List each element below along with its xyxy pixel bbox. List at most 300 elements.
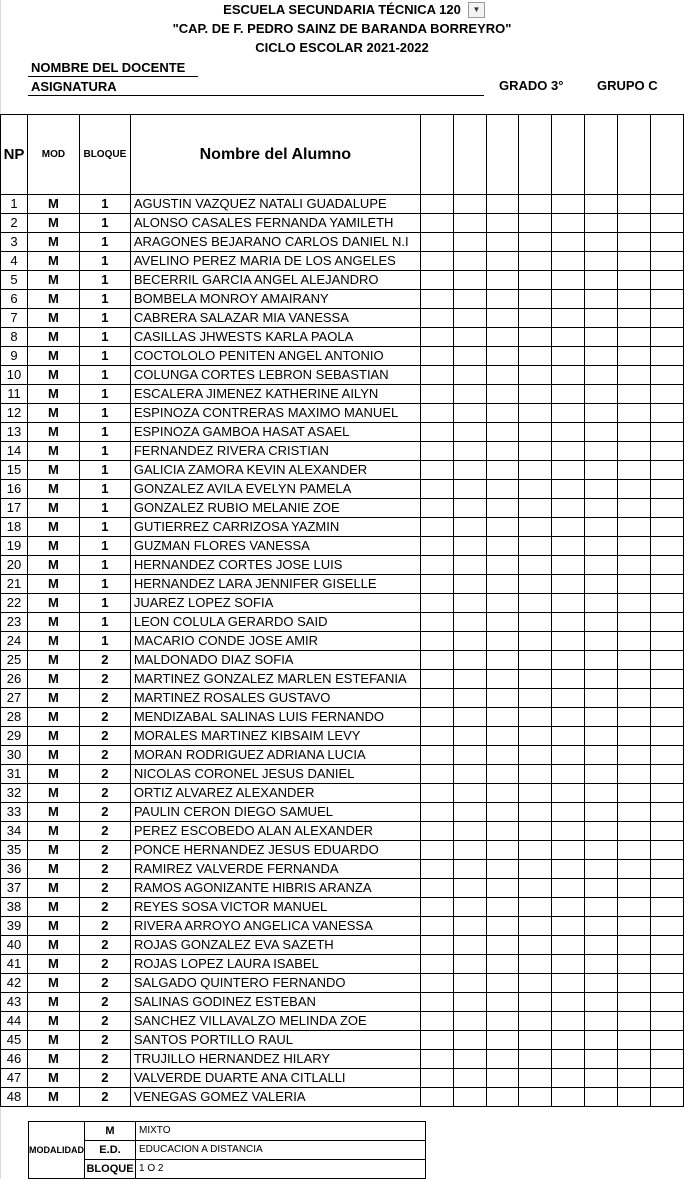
grade-cell[interactable] xyxy=(420,898,453,917)
grade-cell[interactable] xyxy=(618,670,651,689)
row-student-name[interactable]: MENDIZABAL SALINAS LUIS FERNANDO xyxy=(130,708,420,727)
grade-cell[interactable] xyxy=(486,1069,519,1088)
grade-cell[interactable] xyxy=(519,594,552,613)
grade-cell[interactable] xyxy=(486,765,519,784)
grade-cell[interactable] xyxy=(486,727,519,746)
grade-cell[interactable] xyxy=(519,1050,552,1069)
row-number[interactable]: 30 xyxy=(1,746,28,765)
grade-cell[interactable] xyxy=(651,1012,684,1031)
grade-cell[interactable] xyxy=(519,898,552,917)
grade-cell[interactable] xyxy=(519,328,552,347)
grade-cell[interactable] xyxy=(486,746,519,765)
row-modality[interactable]: M xyxy=(27,841,79,860)
row-number[interactable]: 5 xyxy=(1,271,28,290)
row-number[interactable]: 17 xyxy=(1,499,28,518)
row-student-name[interactable]: GUZMAN FLORES VANESSA xyxy=(130,537,420,556)
grade-cell[interactable] xyxy=(618,233,651,252)
grade-cell[interactable] xyxy=(453,613,486,632)
grade-cell[interactable] xyxy=(585,822,618,841)
grade-cell[interactable] xyxy=(552,1069,585,1088)
row-block[interactable]: 1 xyxy=(79,214,130,233)
row-block[interactable]: 1 xyxy=(79,385,130,404)
grade-cell[interactable] xyxy=(453,1088,486,1107)
grade-cell[interactable] xyxy=(618,841,651,860)
row-student-name[interactable]: BECERRIL GARCIA ANGEL ALEJANDRO xyxy=(130,271,420,290)
dropdown-arrow-icon[interactable]: ▼ xyxy=(468,2,485,18)
grade-column-2[interactable] xyxy=(453,115,486,195)
grade-cell[interactable] xyxy=(618,936,651,955)
row-modality[interactable]: M xyxy=(27,689,79,708)
grade-cell[interactable] xyxy=(420,366,453,385)
grade-cell[interactable] xyxy=(453,537,486,556)
grade-cell[interactable] xyxy=(519,936,552,955)
row-block[interactable]: 1 xyxy=(79,290,130,309)
grade-cell[interactable] xyxy=(651,1050,684,1069)
grade-cell[interactable] xyxy=(552,955,585,974)
row-number[interactable]: 28 xyxy=(1,708,28,727)
grade-cell[interactable] xyxy=(552,461,585,480)
grade-cell[interactable] xyxy=(453,993,486,1012)
grade-cell[interactable] xyxy=(453,423,486,442)
grade-cell[interactable] xyxy=(585,1031,618,1050)
grade-cell[interactable] xyxy=(486,385,519,404)
grade-cell[interactable] xyxy=(618,898,651,917)
row-block[interactable]: 2 xyxy=(79,1050,130,1069)
grade-cell[interactable] xyxy=(420,556,453,575)
grade-cell[interactable] xyxy=(585,404,618,423)
grade-cell[interactable] xyxy=(651,1088,684,1107)
grade-cell[interactable] xyxy=(486,423,519,442)
grade-cell[interactable] xyxy=(486,651,519,670)
row-number[interactable]: 40 xyxy=(1,936,28,955)
grade-cell[interactable] xyxy=(585,480,618,499)
grade-cell[interactable] xyxy=(552,860,585,879)
row-number[interactable]: 25 xyxy=(1,651,28,670)
row-number[interactable]: 12 xyxy=(1,404,28,423)
grade-cell[interactable] xyxy=(585,708,618,727)
grade-cell[interactable] xyxy=(585,385,618,404)
grade-cell[interactable] xyxy=(453,784,486,803)
row-number[interactable]: 10 xyxy=(1,366,28,385)
row-block[interactable]: 1 xyxy=(79,499,130,518)
grade-cell[interactable] xyxy=(486,1012,519,1031)
grade-cell[interactable] xyxy=(585,461,618,480)
grade-cell[interactable] xyxy=(651,252,684,271)
grade-cell[interactable] xyxy=(618,727,651,746)
row-modality[interactable]: M xyxy=(27,1050,79,1069)
row-block[interactable]: 1 xyxy=(79,328,130,347)
grade-cell[interactable] xyxy=(585,195,618,214)
grade-cell[interactable] xyxy=(552,594,585,613)
grade-column-5[interactable] xyxy=(552,115,585,195)
row-block[interactable]: 2 xyxy=(79,708,130,727)
row-block[interactable]: 1 xyxy=(79,480,130,499)
grade-cell[interactable] xyxy=(453,632,486,651)
grade-cell[interactable] xyxy=(519,765,552,784)
row-modality[interactable]: M xyxy=(27,195,79,214)
row-number[interactable]: 38 xyxy=(1,898,28,917)
grade-cell[interactable] xyxy=(552,556,585,575)
grade-cell[interactable] xyxy=(552,784,585,803)
grade-cell[interactable] xyxy=(618,917,651,936)
grade-cell[interactable] xyxy=(420,423,453,442)
grade-cell[interactable] xyxy=(618,1069,651,1088)
grade-cell[interactable] xyxy=(453,936,486,955)
grade-cell[interactable] xyxy=(552,917,585,936)
row-number[interactable]: 16 xyxy=(1,480,28,499)
row-block[interactable]: 2 xyxy=(79,727,130,746)
grade-cell[interactable] xyxy=(585,917,618,936)
grade-cell[interactable] xyxy=(651,841,684,860)
grade-cell[interactable] xyxy=(618,556,651,575)
grade-cell[interactable] xyxy=(552,309,585,328)
grade-cell[interactable] xyxy=(420,575,453,594)
grade-cell[interactable] xyxy=(519,689,552,708)
row-modality[interactable]: M xyxy=(27,347,79,366)
grade-cell[interactable] xyxy=(618,1088,651,1107)
grade-cell[interactable] xyxy=(552,898,585,917)
grade-cell[interactable] xyxy=(453,917,486,936)
grade-cell[interactable] xyxy=(519,385,552,404)
grade-cell[interactable] xyxy=(420,309,453,328)
row-block[interactable]: 2 xyxy=(79,955,130,974)
grade-cell[interactable] xyxy=(453,670,486,689)
row-student-name[interactable]: SANCHEZ VILLAVALZO MELINDA ZOE xyxy=(130,1012,420,1031)
grade-cell[interactable] xyxy=(486,214,519,233)
grade-cell[interactable] xyxy=(519,499,552,518)
grade-cell[interactable] xyxy=(420,860,453,879)
row-modality[interactable]: M xyxy=(27,480,79,499)
grade-cell[interactable] xyxy=(651,784,684,803)
grade-cell[interactable] xyxy=(453,195,486,214)
grade-cell[interactable] xyxy=(519,993,552,1012)
row-block[interactable]: 1 xyxy=(79,366,130,385)
row-number[interactable]: 29 xyxy=(1,727,28,746)
grade-cell[interactable] xyxy=(552,518,585,537)
row-block[interactable]: 2 xyxy=(79,879,130,898)
row-number[interactable]: 43 xyxy=(1,993,28,1012)
grade-column-1[interactable] xyxy=(420,115,453,195)
grade-cell[interactable] xyxy=(651,974,684,993)
grade-cell[interactable] xyxy=(552,537,585,556)
grade-cell[interactable] xyxy=(420,822,453,841)
row-block[interactable]: 1 xyxy=(79,347,130,366)
grade-cell[interactable] xyxy=(486,290,519,309)
grade-cell[interactable] xyxy=(420,784,453,803)
grade-cell[interactable] xyxy=(585,214,618,233)
grade-cell[interactable] xyxy=(519,917,552,936)
grade-cell[interactable] xyxy=(519,575,552,594)
grade-cell[interactable] xyxy=(420,1050,453,1069)
grade-cell[interactable] xyxy=(486,537,519,556)
grade-cell[interactable] xyxy=(618,575,651,594)
grade-cell[interactable] xyxy=(585,575,618,594)
grade-cell[interactable] xyxy=(486,784,519,803)
grade-cell[interactable] xyxy=(651,423,684,442)
grade-cell[interactable] xyxy=(618,746,651,765)
row-student-name[interactable]: MORAN RODRIGUEZ ADRIANA LUCIA xyxy=(130,746,420,765)
grade-cell[interactable] xyxy=(453,575,486,594)
row-number[interactable]: 13 xyxy=(1,423,28,442)
row-student-name[interactable]: AGUSTIN VAZQUEZ NATALI GUADALUPE xyxy=(130,195,420,214)
row-student-name[interactable]: ALONSO CASALES FERNANDA YAMILETH xyxy=(130,214,420,233)
grade-cell[interactable] xyxy=(651,936,684,955)
grade-cell[interactable] xyxy=(486,841,519,860)
grade-cell[interactable] xyxy=(651,309,684,328)
grade-cell[interactable] xyxy=(618,632,651,651)
row-modality[interactable]: M xyxy=(27,746,79,765)
row-student-name[interactable]: GUTIERREZ CARRIZOSA YAZMIN xyxy=(130,518,420,537)
row-block[interactable]: 2 xyxy=(79,651,130,670)
row-modality[interactable]: M xyxy=(27,442,79,461)
grade-cell[interactable] xyxy=(486,822,519,841)
grade-cell[interactable] xyxy=(618,214,651,233)
row-number[interactable]: 9 xyxy=(1,347,28,366)
grade-cell[interactable] xyxy=(552,670,585,689)
row-block[interactable]: 1 xyxy=(79,309,130,328)
grade-cell[interactable] xyxy=(486,1031,519,1050)
grade-cell[interactable] xyxy=(618,518,651,537)
row-modality[interactable]: M xyxy=(27,1088,79,1107)
row-block[interactable]: 2 xyxy=(79,822,130,841)
grade-cell[interactable] xyxy=(552,689,585,708)
grade-cell[interactable] xyxy=(519,974,552,993)
grade-cell[interactable] xyxy=(420,537,453,556)
grade-cell[interactable] xyxy=(486,328,519,347)
row-block[interactable]: 1 xyxy=(79,575,130,594)
grade-cell[interactable] xyxy=(420,746,453,765)
grade-cell[interactable] xyxy=(618,803,651,822)
grade-cell[interactable] xyxy=(552,746,585,765)
row-student-name[interactable]: ESPINOZA GAMBOA HASAT ASAEL xyxy=(130,423,420,442)
grade-cell[interactable] xyxy=(486,499,519,518)
row-modality[interactable]: M xyxy=(27,309,79,328)
row-student-name[interactable]: ROJAS GONZALEZ EVA SAZETH xyxy=(130,936,420,955)
grade-cell[interactable] xyxy=(552,651,585,670)
row-modality[interactable]: M xyxy=(27,385,79,404)
grade-cell[interactable] xyxy=(618,689,651,708)
row-modality[interactable]: M xyxy=(27,214,79,233)
grade-cell[interactable] xyxy=(519,366,552,385)
grade-cell[interactable] xyxy=(651,632,684,651)
grade-cell[interactable] xyxy=(486,879,519,898)
grade-cell[interactable] xyxy=(651,708,684,727)
grade-cell[interactable] xyxy=(552,765,585,784)
row-block[interactable]: 1 xyxy=(79,423,130,442)
grade-cell[interactable] xyxy=(651,1069,684,1088)
grade-cell[interactable] xyxy=(651,499,684,518)
row-number[interactable]: 47 xyxy=(1,1069,28,1088)
grade-cell[interactable] xyxy=(585,803,618,822)
grade-cell[interactable] xyxy=(618,708,651,727)
grade-cell[interactable] xyxy=(420,480,453,499)
grade-cell[interactable] xyxy=(651,347,684,366)
grade-cell[interactable] xyxy=(519,1031,552,1050)
grade-cell[interactable] xyxy=(519,347,552,366)
grade-cell[interactable] xyxy=(651,556,684,575)
grade-cell[interactable] xyxy=(486,309,519,328)
grade-cell[interactable] xyxy=(453,974,486,993)
row-student-name[interactable]: PONCE HERNANDEZ JESUS EDUARDO xyxy=(130,841,420,860)
row-student-name[interactable]: NICOLAS CORONEL JESUS DANIEL xyxy=(130,765,420,784)
grade-cell[interactable] xyxy=(519,252,552,271)
row-student-name[interactable]: MARTINEZ GONZALEZ MARLEN ESTEFANIA xyxy=(130,670,420,689)
row-student-name[interactable]: ESPINOZA CONTRERAS MAXIMO MANUEL xyxy=(130,404,420,423)
grade-cell[interactable] xyxy=(486,366,519,385)
grade-cell[interactable] xyxy=(651,290,684,309)
grade-cell[interactable] xyxy=(651,442,684,461)
grade-cell[interactable] xyxy=(618,461,651,480)
grade-cell[interactable] xyxy=(618,309,651,328)
grade-cell[interactable] xyxy=(585,860,618,879)
grade-cell[interactable] xyxy=(486,993,519,1012)
grade-cell[interactable] xyxy=(453,233,486,252)
grade-cell[interactable] xyxy=(420,613,453,632)
grade-cell[interactable] xyxy=(618,366,651,385)
grade-cell[interactable] xyxy=(486,613,519,632)
grade-cell[interactable] xyxy=(453,385,486,404)
grade-cell[interactable] xyxy=(585,765,618,784)
row-block[interactable]: 2 xyxy=(79,993,130,1012)
grade-cell[interactable] xyxy=(420,670,453,689)
grade-cell[interactable] xyxy=(585,518,618,537)
row-block[interactable]: 2 xyxy=(79,1012,130,1031)
grade-cell[interactable] xyxy=(651,727,684,746)
row-modality[interactable]: M xyxy=(27,784,79,803)
grade-cell[interactable] xyxy=(453,746,486,765)
row-student-name[interactable]: SALINAS GODINEZ ESTEBAN xyxy=(130,993,420,1012)
row-block[interactable]: 1 xyxy=(79,252,130,271)
row-number[interactable]: 45 xyxy=(1,1031,28,1050)
grade-cell[interactable] xyxy=(420,879,453,898)
grade-cell[interactable] xyxy=(453,1069,486,1088)
row-block[interactable]: 2 xyxy=(79,1088,130,1107)
grade-cell[interactable] xyxy=(552,442,585,461)
row-block[interactable]: 2 xyxy=(79,765,130,784)
row-student-name[interactable]: SALGADO QUINTERO FERNANDO xyxy=(130,974,420,993)
grade-cell[interactable] xyxy=(585,936,618,955)
grade-cell[interactable] xyxy=(618,993,651,1012)
grade-cell[interactable] xyxy=(519,955,552,974)
grade-cell[interactable] xyxy=(585,1088,618,1107)
grade-cell[interactable] xyxy=(618,252,651,271)
grade-cell[interactable] xyxy=(651,651,684,670)
grade-cell[interactable] xyxy=(420,727,453,746)
row-block[interactable]: 2 xyxy=(79,746,130,765)
row-student-name[interactable]: LEON COLULA GERARDO SAID xyxy=(130,613,420,632)
grade-cell[interactable] xyxy=(486,803,519,822)
grade-cell[interactable] xyxy=(486,936,519,955)
grade-cell[interactable] xyxy=(519,860,552,879)
grade-cell[interactable] xyxy=(618,271,651,290)
grade-cell[interactable] xyxy=(486,271,519,290)
grade-cell[interactable] xyxy=(552,613,585,632)
grade-cell[interactable] xyxy=(453,822,486,841)
row-modality[interactable]: M xyxy=(27,1012,79,1031)
grade-cell[interactable] xyxy=(486,594,519,613)
grade-cell[interactable] xyxy=(453,651,486,670)
grade-cell[interactable] xyxy=(453,404,486,423)
grade-cell[interactable] xyxy=(486,233,519,252)
grade-cell[interactable] xyxy=(453,252,486,271)
grade-cell[interactable] xyxy=(552,1031,585,1050)
grade-cell[interactable] xyxy=(585,594,618,613)
row-student-name[interactable]: HERNANDEZ LARA JENNIFER GISELLE xyxy=(130,575,420,594)
row-block[interactable]: 1 xyxy=(79,404,130,423)
grade-cell[interactable] xyxy=(618,955,651,974)
grade-cell[interactable] xyxy=(651,822,684,841)
grade-cell[interactable] xyxy=(420,594,453,613)
row-modality[interactable]: M xyxy=(27,765,79,784)
grade-cell[interactable] xyxy=(585,993,618,1012)
grade-cell[interactable] xyxy=(585,1069,618,1088)
grade-cell[interactable] xyxy=(420,651,453,670)
grade-cell[interactable] xyxy=(618,974,651,993)
grade-cell[interactable] xyxy=(552,328,585,347)
grade-cell[interactable] xyxy=(552,233,585,252)
grade-cell[interactable] xyxy=(552,993,585,1012)
grade-cell[interactable] xyxy=(618,613,651,632)
grade-cell[interactable] xyxy=(651,195,684,214)
grade-cell[interactable] xyxy=(552,1088,585,1107)
grade-cell[interactable] xyxy=(420,955,453,974)
grade-cell[interactable] xyxy=(552,271,585,290)
row-student-name[interactable]: VENEGAS GOMEZ VALERIA xyxy=(130,1088,420,1107)
grade-cell[interactable] xyxy=(453,290,486,309)
grade-cell[interactable] xyxy=(585,727,618,746)
row-student-name[interactable]: ESCALERA JIMENEZ KATHERINE AILYN xyxy=(130,385,420,404)
grade-cell[interactable] xyxy=(651,480,684,499)
grade-cell[interactable] xyxy=(651,879,684,898)
grade-cell[interactable] xyxy=(453,556,486,575)
grade-cell[interactable] xyxy=(618,499,651,518)
row-modality[interactable]: M xyxy=(27,708,79,727)
row-modality[interactable]: M xyxy=(27,252,79,271)
grade-cell[interactable] xyxy=(519,423,552,442)
row-modality[interactable]: M xyxy=(27,328,79,347)
grade-cell[interactable] xyxy=(618,765,651,784)
grade-cell[interactable] xyxy=(552,499,585,518)
row-student-name[interactable]: REYES SOSA VICTOR MANUEL xyxy=(130,898,420,917)
grade-cell[interactable] xyxy=(519,670,552,689)
grade-cell[interactable] xyxy=(585,442,618,461)
row-block[interactable]: 2 xyxy=(79,689,130,708)
grade-cell[interactable] xyxy=(585,366,618,385)
grade-cell[interactable] xyxy=(618,879,651,898)
row-modality[interactable]: M xyxy=(27,651,79,670)
grade-cell[interactable] xyxy=(453,442,486,461)
grade-cell[interactable] xyxy=(486,252,519,271)
grade-cell[interactable] xyxy=(618,423,651,442)
grade-cell[interactable] xyxy=(651,993,684,1012)
row-student-name[interactable]: CASILLAS JHWESTS KARLA PAOLA xyxy=(130,328,420,347)
grade-cell[interactable] xyxy=(486,955,519,974)
row-number[interactable]: 4 xyxy=(1,252,28,271)
row-block[interactable]: 1 xyxy=(79,518,130,537)
row-block[interactable]: 2 xyxy=(79,803,130,822)
grade-cell[interactable] xyxy=(486,670,519,689)
grade-cell[interactable] xyxy=(585,556,618,575)
grade-cell[interactable] xyxy=(486,518,519,537)
grade-cell[interactable] xyxy=(618,328,651,347)
row-student-name[interactable]: RAMOS AGONIZANTE HIBRIS ARANZA xyxy=(130,879,420,898)
grade-cell[interactable] xyxy=(420,214,453,233)
grade-cell[interactable] xyxy=(486,480,519,499)
row-block[interactable]: 1 xyxy=(79,632,130,651)
grade-cell[interactable] xyxy=(453,518,486,537)
row-number[interactable]: 18 xyxy=(1,518,28,537)
grade-cell[interactable] xyxy=(651,594,684,613)
